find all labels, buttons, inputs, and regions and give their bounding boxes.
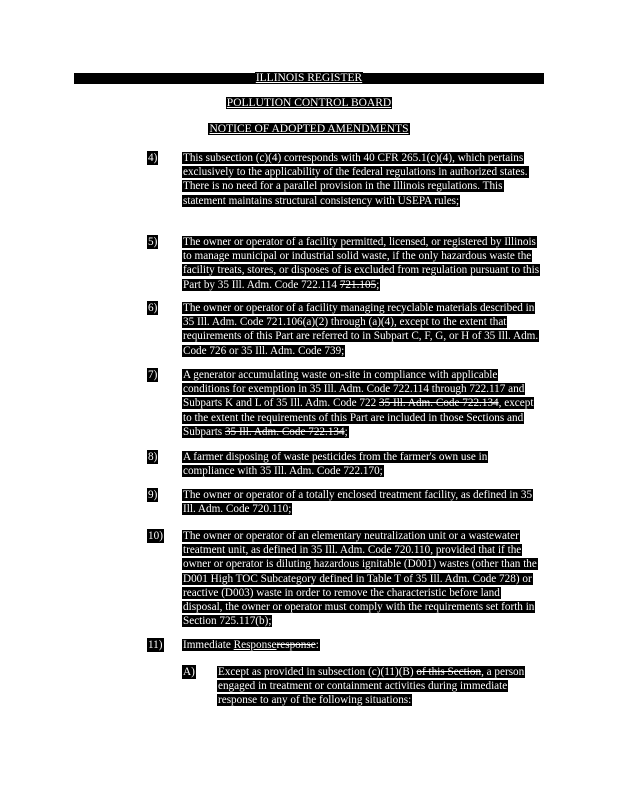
item-text: A farmer disposing of waste pesticides from the farmer's own use in compliance with 35 Ill. Adm. Code 722.170; — [183, 451, 488, 478]
subitem-text: Except as provided in subsection (c)(11)(B) of this Section, a person engaged in treatment or containment activities during immediate response to any of the following situations: — [218, 666, 525, 707]
item-text: Immediate Responseresponse: — [183, 639, 319, 651]
item-number: 8) — [148, 451, 158, 463]
subitem-number: A) — [183, 666, 195, 678]
board-title: POLLUTION CONTROL BOARD — [226, 97, 392, 109]
item-number: 10) — [148, 530, 163, 542]
item-text: The owner or operator of a totally enclosed treatment facility, as defined in 35 Ill. Adm. Code 720.110; — [183, 489, 533, 516]
item-number: 5) — [148, 236, 158, 248]
item-number: 4) — [148, 152, 158, 164]
item-text: The owner or operator of an elementary neutralization unit or a wastewater treatment unit, as defined in 35 Ill. Adm. Code 720.110, provided that if the owner or operator is diluting hazardous ignitable (D001) wastes (other than the D001 High TOC Subcategory defined in Table T of 35 Ill. Adm. Code 728) or reactive (D003) waste in order to remove the characteristic before land disposal, the owner or operator must comply with the requirements set forth in Section 725.117(b); — [183, 530, 537, 628]
notice-title: NOTICE OF ADOPTED AMENDMENTS — [209, 123, 409, 135]
item-text: This subsection (c)(4) corresponds with 40 CFR 265.1(c)(4), which pertains exclusively to the applicability of the federal regulations in authorized states. There is no need for a parallel provision in the Illinois regulations. This statement maintains structural consistency with USEPA rules; — [183, 152, 528, 207]
item-number: 11) — [148, 639, 163, 651]
item-number: 7) — [148, 369, 158, 381]
item-number: 9) — [148, 489, 158, 501]
item-text: The owner or operator of a facility managing recyclable materials described in 35 Ill. Adm. Code 721.106(a)(2) through (a)(4), except to the extent that requirements of this Part are referred to in Subpart C, F, G, or H of 35 Ill. Adm. Code 726 or 35 Ill. Adm. Code 739; — [183, 302, 539, 357]
item-text: The owner or operator of a facility permitted, licensed, or registered by Illinois to manage municipal or industrial solid waste, if the only hazardous waste the facility treats, stores, or disposes of is excluded from regulation pursuant to this Part by 35 Ill. Adm. Code 722.114 721.105; — [183, 236, 540, 291]
item-text: A generator accumulating waste on-site in compliance with applicable conditions for exemption in 35 Ill. Adm. Code 722.114 through 722.117 and Subparts K and L of 35 Ill. Adm. Code 722 35 Ill. Adm. Code 722.134, except to the extent the requirements of this Part are included in those Sections and Subparts 35 Ill. Adm. Code 722.134; — [183, 369, 534, 438]
item-number: 6) — [148, 302, 158, 314]
register-title: ILLINOIS REGISTER — [255, 72, 363, 84]
